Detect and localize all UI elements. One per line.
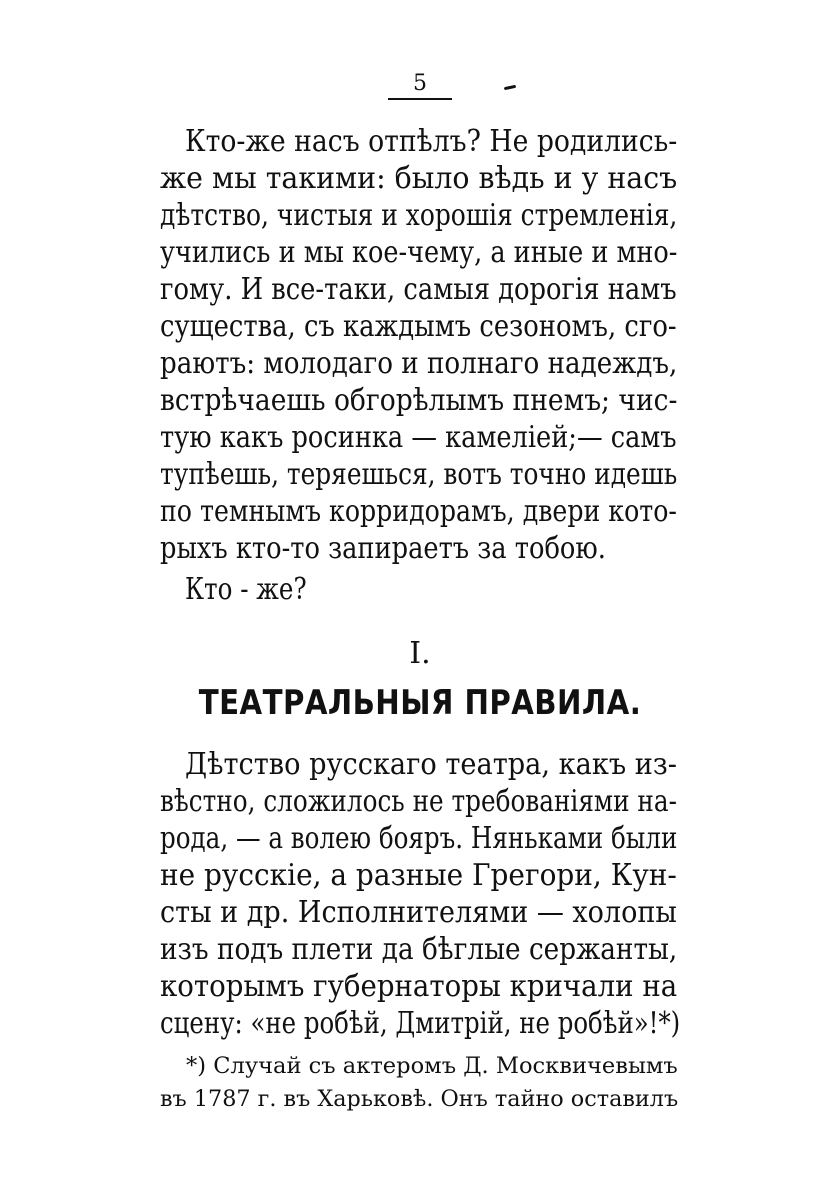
chapter-numeral: I. xyxy=(409,636,431,671)
footnote-line: въ 1787 г. въ Харьковѣ. Онъ тайно оставилъ xyxy=(160,1087,679,1112)
paragraph-line: встрѣчаешь обгорѣлымъ пнемъ; чис- xyxy=(160,383,678,418)
paragraph-line: дѣтство, чистыя и хорошія стремленія, xyxy=(160,198,678,233)
paragraph-line: изъ подъ плети да бѣглые сержанты, xyxy=(160,932,678,967)
paragraph-line: же мы такими: было вѣдь и у насъ xyxy=(160,161,678,196)
paragraph-line: Дѣтство русскаго театра, какъ из- xyxy=(185,747,677,782)
header-print-mark xyxy=(504,85,516,90)
header-rule xyxy=(388,98,452,100)
paragraph-line: тую какъ росинка — камеліей;— самъ xyxy=(160,420,677,455)
paragraph-line: не русскіе, а разные Грегори, Кун- xyxy=(160,858,677,893)
paragraph-line: сты и др. Исполнителями — холопы xyxy=(160,895,677,930)
page-number: 5 xyxy=(413,71,427,96)
paragraph-line: гому. И все-таки, самыя дорогія намъ xyxy=(160,272,677,307)
paragraph-line: учились и мы кое-чему, а иные и мно- xyxy=(160,235,678,270)
paragraph-line: рода, — а волею бояръ. Няньками были xyxy=(160,821,678,856)
paragraph-line: Кто-же насъ отпѣлъ? Не родились- xyxy=(185,124,678,159)
paragraph-line: раютъ: молодаго и полнаго надеждъ, xyxy=(160,346,678,381)
paragraph-closing-line: Кто - же? xyxy=(185,572,307,607)
paragraph-line: рыхъ кто-то запираетъ за тобою. xyxy=(160,531,606,566)
footnote-line: *) Случай съ актеромъ Д. Москвичевымъ xyxy=(186,1054,678,1079)
chapter-title: ТЕАТРАЛЬНЫЯ ПРАВИЛА. xyxy=(198,683,642,723)
paragraph-line: сцену: «не робѣй, Дмитрій, не робѣй»!*) xyxy=(160,1006,681,1041)
paragraph-line: по темнымъ корридорамъ, двери кото- xyxy=(160,494,677,529)
paragraph-line: вѣстно, сложилось не требованіями на- xyxy=(160,784,677,819)
paragraph-line: которымъ губернаторы кричали на xyxy=(160,969,678,1004)
paragraph-line: тупѣешь, теряешься, вотъ точно идешь xyxy=(160,457,678,492)
paragraph-line: существа, съ каждымъ сезономъ, сго- xyxy=(160,309,677,344)
